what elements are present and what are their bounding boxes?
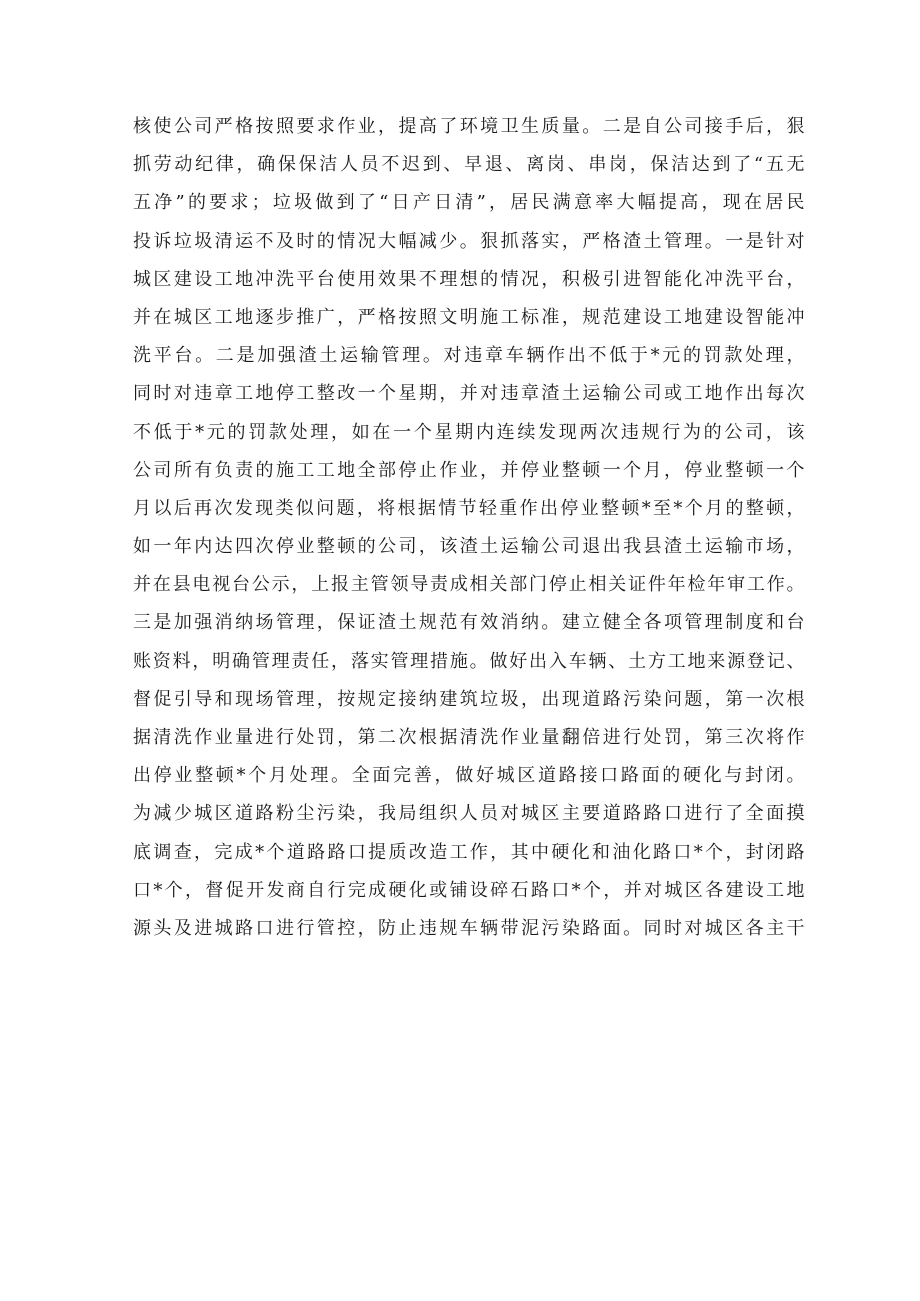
text-line: 口*个，督促开发商自行完成硬化或铺设碎石路口*个，并对城区各建设工地 — [133, 879, 805, 901]
text-line: 抓劳动纪律，确保保洁人员不迟到、早退、离岗、串岗，保洁达到了“五无 — [133, 154, 805, 176]
text-line: 据清洗作业量进行处罚，第二次根据清洗作业量翻倍进行处罚，第三次将作 — [133, 727, 805, 748]
text-line: 公司所有负责的施工工地全部停止作业，并停业整顿一个月，停业整顿一个 — [133, 459, 805, 481]
text-line: 同时对违章工地停工整改一个星期，并对违章渣土运输公司或工地作出每次 — [133, 383, 805, 405]
text-line: 月以后再次发现类似问题，将根据情节轻重作出停业整顿*至*个月的整顿， — [133, 497, 805, 519]
text-line: 五净”的要求；垃圾做到了“日产日清”，居民满意率大幅提高，现在居民 — [133, 192, 805, 214]
text-line: 城区建设工地冲洗平台使用效果不理想的情况，积极引进智能化冲洗平台， — [133, 268, 805, 290]
text-line: 为减少城区道路粉尘污染，我局组织人员对城区主要道路路口进行了全面摸 — [133, 803, 805, 825]
text-line: 出停业整顿*个月处理。全面完善，做好城区道路接口路面的硬化与封闭。 — [133, 765, 805, 787]
text-line: 账资料，明确管理责任，落实管理措施。做好出入车辆、土方工地来源登记、 — [133, 650, 805, 672]
text-line: 督促引导和现场管理，按规定接纳建筑垃圾，出现道路污染问题，第一次根 — [133, 688, 805, 710]
text-line: 不低于*元的罚款处理，如在一个星期内连续发现两次违规行为的公司，该 — [133, 421, 805, 443]
text-line: 源头及进城路口进行管控，防止违规车辆带泥污染路面。同时对城区各主干 — [133, 917, 805, 939]
text-line: 并在县电视台公示，上报主管领导责成相关部门停止相关证件年检年审工作。 — [133, 574, 805, 596]
text-line: 底调查，完成*个道路路口提质改造工作，其中硬化和油化路口*个，封闭路 — [133, 841, 805, 863]
text-line: 如一年内达四次停业整顿的公司，该渣土运输公司退出我县渣土运输市场， — [133, 536, 805, 558]
text-line: 洗平台。二是加强渣土运输管理。对违章车辆作出不低于*元的罚款处理， — [133, 345, 805, 367]
text-line: 投诉垃圾清运不及时的情况大幅减少。狠抓落实，严格渣土管理。一是针对 — [133, 230, 805, 252]
text-line: 并在城区工地逐步推广，严格按照文明施工标准，规范建设工地建设智能冲 — [133, 306, 805, 328]
body-text — [133, 108, 805, 948]
text-line: 三是加强消纳场管理，保证渣土规范有效消纳。建立健全各项管理制度和台 — [133, 612, 805, 634]
text-line: 核使公司严格按照要求作业，提高了环境卫生质量。二是自公司接手后，狠 — [133, 116, 805, 137]
